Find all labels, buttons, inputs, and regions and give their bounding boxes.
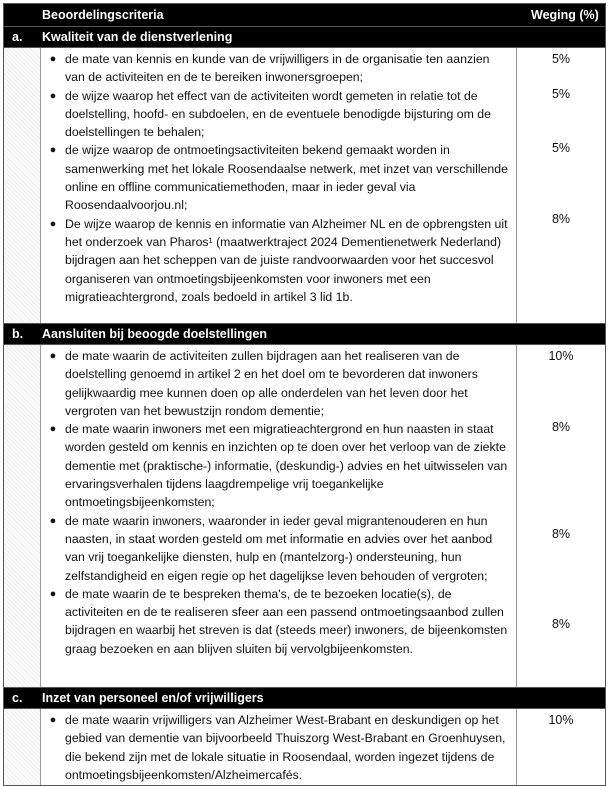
weight-value: 10% — [548, 713, 574, 727]
bullet-icon: ● — [49, 350, 57, 362]
weight-value: 8% — [551, 212, 571, 226]
bullet-icon: ● — [49, 89, 57, 102]
weight-value: 5% — [551, 52, 571, 66]
list-item: ● de mate van kennis en kunde van de vrijwilligers in de organisatie ten aanzien van de activiteiten en de te bereiken inwonersgroepen; — [41, 50, 516, 87]
section-title: Kwaliteit van de dienstverlening — [42, 30, 233, 44]
section-body-a — [4, 48, 605, 324]
section-body-c — [4, 709, 605, 785]
list-item: ● de mate waarin inwoners met een migratieachtergrond en hun naasten in staat worden gesteld om kennis en inzichten op te doen over het verloop van de ziekte dementie met (praktische-) informatie, (deskundig-) advies en het uitwisselen van ervaringsverhalen tijdens laagdrempelige vrij toegankelijke ontmoetingsbijeenkomsten; — [41, 420, 516, 511]
bullet-icon: ● — [49, 587, 57, 600]
section-header-a — [4, 27, 605, 48]
weight-header: Weging (%) — [531, 8, 599, 22]
weight-value: 8% — [551, 617, 571, 631]
list-item: ● De wijze waarop de kennis en informatie van Alzheimer NL en de opbrengsten uit het onderzoek van Pharos¹ (maatwerktraject 2024 Dementienetwerk Nederland) bijdragen aan het scheppen van de juiste randvoorwaarden voor het succesvol organiseren van ontmoetingsbijeenkomsten voor inwoners met een migratieachtergrond, zoals bedoeld in artikel 3 lid 1b. — [41, 215, 516, 306]
weight-value: 5% — [551, 87, 571, 101]
bullet-icon: ● — [49, 714, 57, 726]
section-title: Inzet van personeel en/of vrijwilligers — [42, 691, 264, 705]
section-letter: a. — [12, 30, 23, 44]
list-item: ● de mate waarin de te bespreken thema's, de te bezoeken locatie(s), de activiteiten en de te realiseren sfeer aan een passend ontmoetingsaanbod zullen bijdragen en waarbij het streven is dat (steeds meer) inwoners, de bijeenkomsten graag bezoeken en aan blijven sluiten bij vervolgbijeenkomsten. — [41, 585, 516, 658]
list-item: ● de mate waarin vrijwilligers van Alzheimer West-Brabant en deskundigen op het gebied van dementie van bijvoorbeeld Thuiszorg West-Brabant en Groenhuysen, die bekend zijn met de lokale situatie in Roosendaal, worden ingezet tijdens de ontmoetingsbijeenkomsten/Alzheimercafés. — [41, 711, 516, 784]
section-letter: c. — [12, 691, 23, 705]
list-item: ● de wijze waarop de ontmoetingsactiviteiten bekend gemaakt worden in samenwerking met het lokale Roosendaalse netwerk, met inzet van verschillende online en offline communicatiemethoden, maar in ieder geval via Roosendaalvoorjou.nl; — [41, 141, 516, 214]
list-item: ● de wijze waarop het effect van de activiteiten wordt gemeten in relatie tot de doelstelling, hoofd- en subdoelen, en de eventuele benodigde bijsturing om de doelstellingen te behalen; — [41, 87, 516, 142]
bullet-icon: ● — [49, 514, 57, 527]
table-header — [4, 4, 605, 27]
criteria-header: Beoordelingscriteria — [42, 8, 164, 22]
list-item: ● de mate waarin inwoners, waaronder in ieder geval migrantenouderen en hun naasten, in staat worden gesteld om met informatie en advies over het aanbod van vrij toegankelijke diensten, hulp en (mantelzorg-) ondersteuning, hun zelfstandigheid en eigen regie op het dagelijkse leven behouden of vergroten; — [41, 512, 516, 585]
weight-value: 8% — [551, 527, 571, 541]
weight-value: 8% — [551, 420, 571, 434]
bullet-icon: ● — [49, 144, 57, 157]
section-body-b — [4, 345, 605, 688]
weight-value: 5% — [551, 141, 571, 155]
criteria-table — [3, 3, 606, 786]
section-letter: b. — [12, 327, 24, 341]
list-item: ● de mate waarin de activiteiten zullen bijdragen aan het realiseren van de doelstelling genoemd in artikel 2 en het doel om te bevorderen dat inwoners gelijkwaardig mee kunnen doen op alle onderdelen van het leven door het vergroten van het bewustzijn rondom dementie; — [41, 347, 516, 420]
weight-value: 10% — [548, 349, 574, 363]
section-header-b — [4, 324, 605, 345]
bullet-icon: ● — [49, 423, 57, 436]
section-title: Aansluiten bij beoogde doelstellingen — [42, 327, 268, 341]
section-header-c — [4, 688, 605, 709]
bullet-icon: ● — [49, 217, 57, 230]
bullet-icon: ● — [49, 53, 57, 65]
